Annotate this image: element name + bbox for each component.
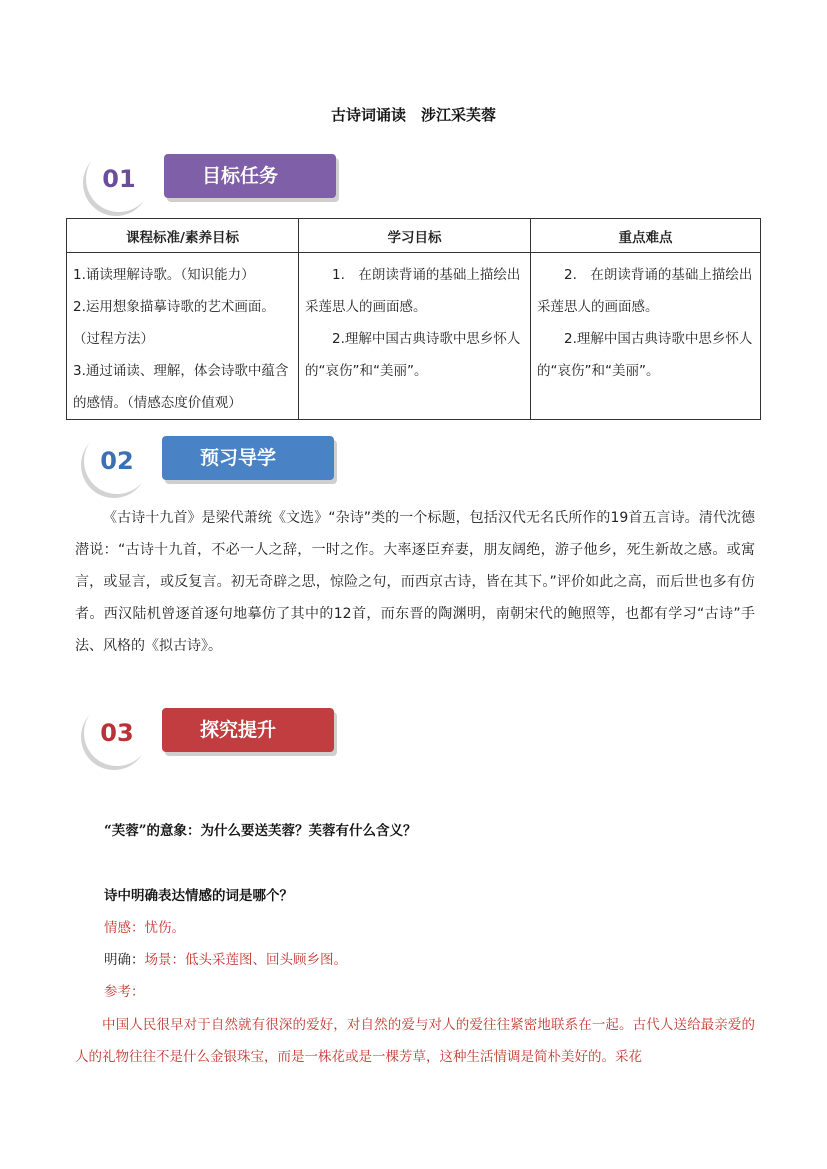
section-badge-1 (86, 146, 346, 216)
table-header: 重点难点 (531, 219, 761, 253)
clear-line (104, 948, 347, 968)
table-header: 学习目标 (299, 219, 531, 253)
preview-paragraph (75, 502, 755, 662)
section-number: 02 (84, 428, 150, 494)
section-badge-3 (84, 700, 344, 770)
section-number: 03 (84, 700, 150, 766)
section-label: 探究提升 (162, 708, 334, 752)
section-label: 预习导学 (162, 436, 334, 480)
question-1: “芙蓉”的意象：为什么要送芙蓉？芙蓉有什么含义？ (104, 823, 417, 839)
clear-label: 明确： (104, 952, 145, 968)
table-cell (299, 253, 531, 420)
preview-text: 《古诗十九首》是梁代萧统《文选》“杂诗”类的一个标题，包括汉代无名氏所作的19首五言诗。清代沈德潜说：“古诗十九首，不必一人之辞，一时之作。大率逐臣弃妻，朋友阔绝，游子他乡，死生新故之感。或寓言，或显言，或反复言。初无奇辟之思，惊险之句，而西京古诗，皆在其下。”评价如此之高，而后世也多有仿者。西汉陆机曾逐首逐句地摹仿了其中的12首，而东晋的陶渊明，南朝宋代的鲍照等，也都有学习“古诗”手法、风格的《拟古诗》。 (75, 510, 755, 654)
table-header: 课程标准/素养目标 (67, 219, 299, 253)
section-label: 目标任务 (164, 154, 336, 198)
cell-line: 2.理解中国古典诗歌中思乡怀人的“哀伤”和“美丽”。 (537, 331, 753, 379)
reference-paragraph (75, 1009, 755, 1073)
cell-line: 2.理解中国古典诗歌中思乡怀人的“哀伤”和“美丽”。 (305, 331, 521, 379)
reference-label: 参考： (104, 984, 145, 1000)
clear-text: 场景：低头采莲图、回头顾乡图。 (144, 952, 347, 968)
emotion-answer: 情感：忧伤。 (104, 920, 185, 936)
table-cell (531, 253, 761, 420)
section-number: 01 (86, 146, 152, 212)
question-2: 诗中明确表达情感的词是哪个？ (104, 888, 293, 904)
section-badge-2 (84, 428, 344, 498)
goals-table (66, 218, 761, 420)
cell-line: 3.通过诵读、理解，体会诗歌中蕴含的感情。（情感态度价值观） (73, 363, 289, 411)
page-title: 古诗词诵读 涉江采芙蓉 (330, 106, 496, 124)
cell-line: 1. 在朗读背诵的基础上描绘出采莲思人的画面感。 (305, 267, 521, 315)
cell-line: 1.诵读理解诗歌。（知识能力） (73, 267, 255, 283)
table-cell (67, 253, 299, 420)
cell-line: 2.运用想象描摹诗歌的艺术画面。（过程方法） (73, 299, 275, 347)
cell-line: 2. 在朗读背诵的基础上描绘出采莲思人的画面感。 (537, 267, 753, 315)
reference-text: 中国人民很早对于自然就有很深的爱好，对自然的爱与对人的爱往往紧密地联系在一起。古代人送给最亲爱的人的礼物往往不是什么金银珠宝，而是一株花或是一棵芳草，这种生活情调是简朴美好的。采花 (75, 1017, 755, 1065)
